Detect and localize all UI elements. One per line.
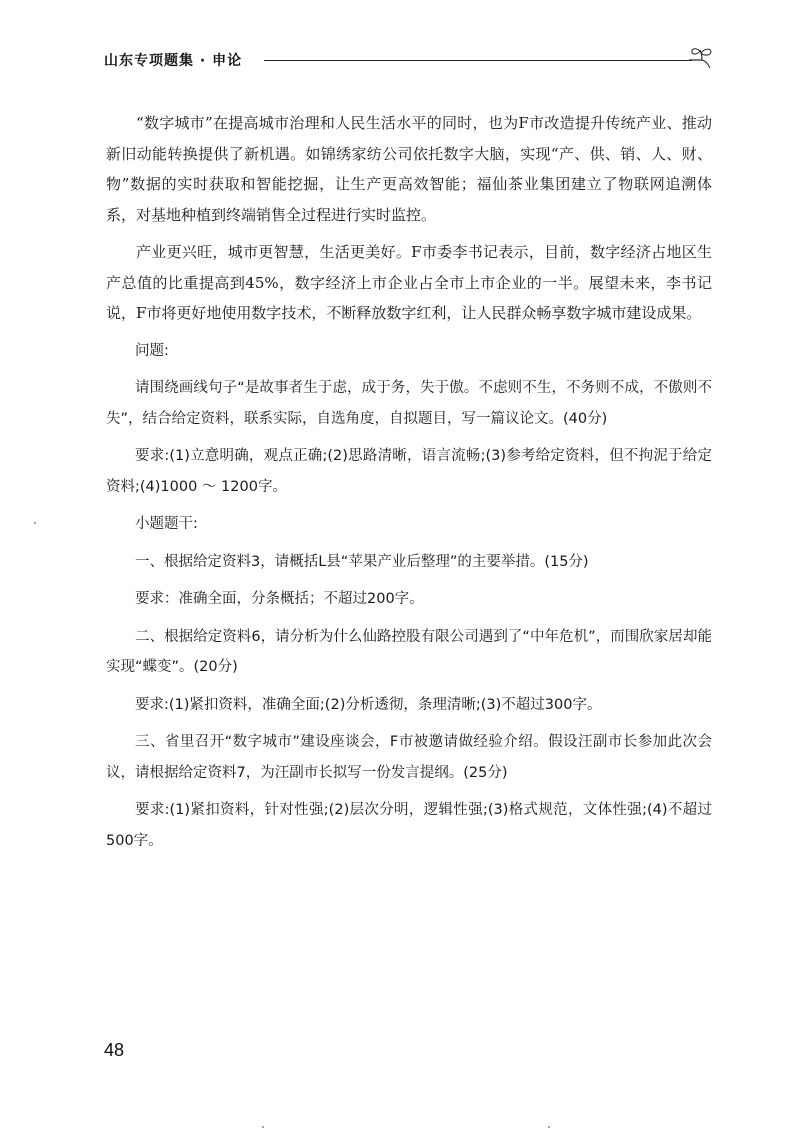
sub-questions-heading: 小题题干: (135, 516, 198, 532)
header-rule (264, 60, 692, 61)
question-essay-prompt: 请围绕画线句子“是故事者生于虑，成于务，失于傲。不虑则不生，不务则不成，不傲则不失”，结合给定资料，联系实际，自选角度，自拟题目，写一篇议论文。(40分) (106, 380, 712, 427)
sub-question-3: 三、省里召开“数字城市”建设座谈会，F市被邀请做经验介绍。假设汪副市长参加此次会议，请根据给定资料7，为汪副市长拟写一份发言提纲。(25分) (106, 734, 712, 781)
header-title: 山东专项题集 · 申论 (104, 53, 243, 69)
sub-question-3-requirements: 要求:(1)紧扣资料，针对性强;(2)层次分明，逻辑性强;(3)格式规范，文体性强;(4)不超过500字。 (106, 802, 712, 849)
body-paragraph: 产业更兴旺，城市更智慧，生活更美好。F市委李书记表示，目前，数字经济占地区生产总值的比重提高到45%，数字经济上市企业占全市上市企业的一半。展望未来，李书记说，F市将更好地使用数字技术，不断释放数字红利，让人民群众畅享数字城市建设成果。 (106, 243, 712, 322)
sprout-icon (686, 46, 716, 72)
running-header (104, 46, 716, 76)
question-essay-requirements: 要求:(1)立意明确，观点正确;(2)思路清晰，语言流畅;(3)参考给定资料，但不拘泥于给定资料;(4)1000 ～ 1200字。 (106, 448, 712, 495)
scan-speck (262, 1126, 264, 1128)
body-paragraph: “数字城市”在提高城市治理和人民生活水平的同时，也为F市改造提升传统产业、推动新旧动能转换提供了新机遇。如锦绣家纺公司依托数字大脑，实现“产、供、销、人、财、物”数据的实时获取和智能挖掘，让生产更高效智能；福仙茶业集团建立了物联网追溯体系，对基地种植到终端销售全过程进行实时监控。 (106, 114, 712, 224)
sub-question-1-requirements: 要求：准确全面，分条概括；不超过200字。 (135, 591, 424, 607)
sub-question-2: 二、根据给定资料6，请分析为什么仙路控股有限公司遇到了“中年危机”，而围欣家居却能实现“蝶变”。(20分) (106, 628, 712, 675)
scan-speck (34, 522, 36, 524)
page-number: 48 (104, 1040, 125, 1060)
question-heading: 问题: (135, 342, 169, 359)
sub-question-2-requirements: 要求:(1)紧扣资料，准确全面;(2)分析透彻，条理清晰;(3)不超过300字。 (135, 696, 602, 713)
page-body (106, 108, 712, 863)
sub-question-1: 一、根据给定资料3，请概括L县“苹果产业后整理”的主要举措。(15分) (135, 553, 589, 570)
scan-speck (548, 1126, 550, 1128)
